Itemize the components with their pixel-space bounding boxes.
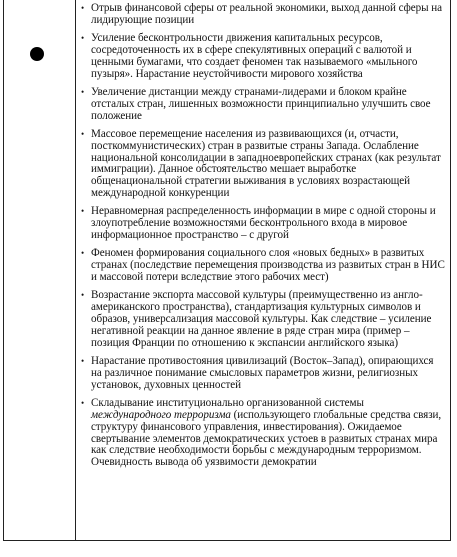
list-item: [78, 129, 445, 200]
bullet-icon: •: [81, 290, 85, 301]
bullet-icon: •: [81, 128, 85, 139]
list-item: [78, 87, 445, 123]
list-item-text-start: Складывание институционально организованной системы: [91, 396, 364, 409]
list-item-text: Нарастание противостояния цивилизаций (Восток–Запад), опирающихся на различное понимание смысловых параметров жизни, религиозных установок, духовных ценностей: [91, 354, 434, 391]
bullet-list: [78, 0, 449, 469]
list-item: [78, 290, 445, 350]
bullet-icon: •: [81, 206, 85, 217]
list-item: [78, 206, 445, 242]
list-item: [78, 356, 445, 392]
bullet-icon: •: [81, 33, 85, 43]
list-item-text-end: (использующего глобальные средства связи, структуру финансового управления, инвестирования). Ожидаемое свертывание элементов демократических устоев в развитых странах мира как следствие необходимости борьбы с международным терроризмом. Очевидность вывода об уязвимости демократии: [91, 408, 442, 469]
list-item: [78, 33, 445, 81]
list-item-text: Феномен формирования социального слоя «новых бедных» в развитых странах (последствие перемещения производства из развитых стран в НИС и массовой потери вследствие этого рабочих мест): [91, 247, 445, 284]
list-item-text: Отрыв финансовой сферы от реальной экономики, выход данной сферы на лидирующие позиции: [91, 2, 443, 26]
content-cell: [78, 0, 449, 541]
list-item-text: Увеличение дистанции между странами-лидерами и блоком крайне отсталых стран, лишенных возможности принципиально улучшить свое положение: [91, 85, 431, 122]
column-divider: [75, 0, 76, 541]
list-item: [78, 3, 445, 27]
list-item-emphasis: международного терроризма: [91, 408, 231, 421]
black-dot-marker-icon: [30, 47, 44, 61]
bullet-icon: •: [81, 3, 85, 13]
list-item-text: Массовое перемещение населения из развивающихся (и, отчасти, посткоммунистических) стран в развитые страны Запада. Ослабление национальной консолидации в западноевропейских странах (как результат иммиграции). Данное обстоятельство мешает выработке общенациональной стратегии выживания в условиях возрастающей международной конкуренции: [91, 127, 441, 200]
bullet-icon: •: [81, 355, 85, 366]
list-item: [78, 398, 445, 469]
list-item-text: Возрастание экспорта массовой культуры (преимущественно из англо-американского пространства), стандартизация культурных символов и образов, универсализация массовой культуры. Как следствие – усиление негативной реакции на данное явление в ряде стран мира (пример – позиция Франции по отношению к экспансии английского языка): [91, 289, 432, 349]
bullet-icon: •: [81, 397, 85, 408]
marker-cell: [4, 0, 75, 120]
list-item: [78, 248, 445, 284]
bullet-icon: •: [81, 86, 85, 97]
bullet-icon: •: [81, 248, 85, 259]
list-item-text: Неравномерная распределенность информации в мире с одной стороны и злоупотребление возможностями бесконтрольного входа в мировое информационное пространство – с другой: [91, 205, 436, 242]
list-item-text: Усиление бесконтрольности движения капитальных ресурсов, сосредоточенность их в сфере спекулятивных операций с валютой и ценными бумагами, что создает феномен так называемого «мыльного пузыря». Нарастание неустойчивости мирового хозяйства: [91, 32, 418, 80]
